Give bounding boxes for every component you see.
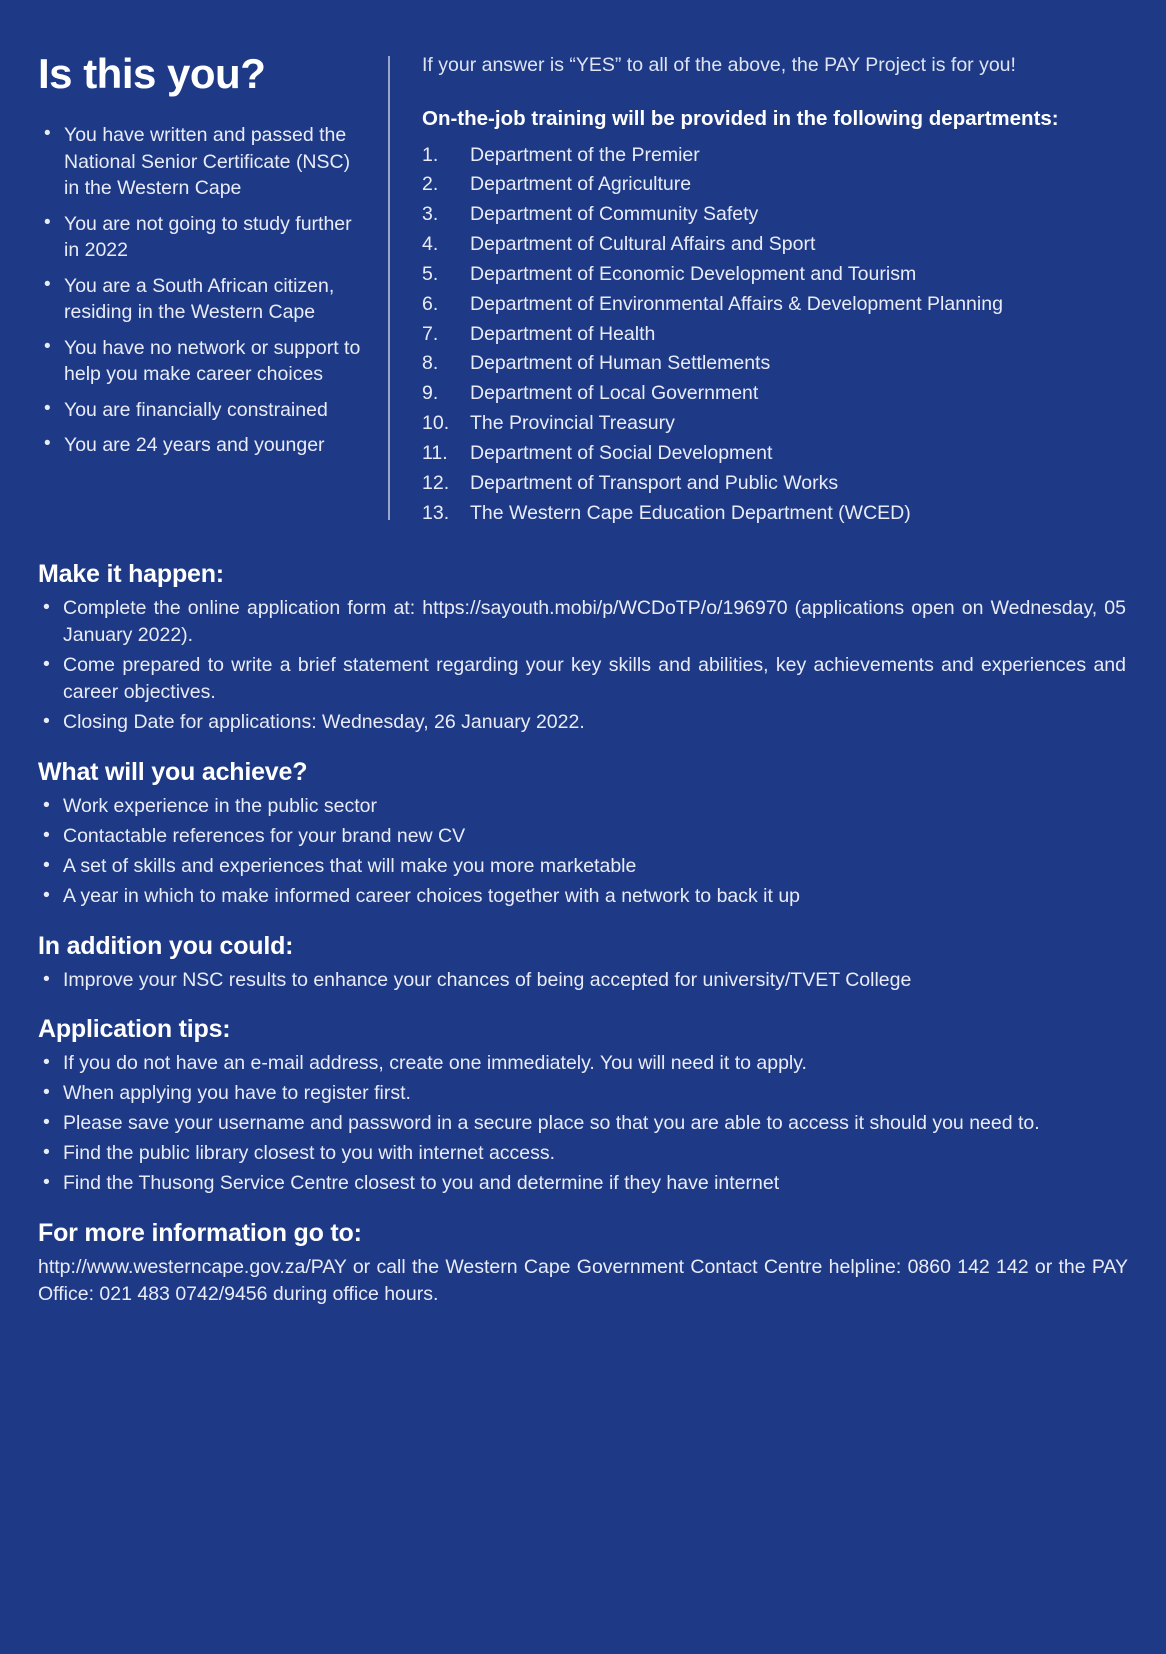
eligibility-column bbox=[38, 52, 388, 468]
list-item: • You are financially constrained bbox=[38, 397, 364, 424]
list-item: • Please save your username and password in a secure place so that you are able to access it should you need to. bbox=[38, 1110, 1128, 1137]
list-item: • Come prepared to write a brief statement regarding your key skills and abilities, key achievements and experiences and career objectives. bbox=[38, 652, 1128, 706]
section-application-tips bbox=[38, 1015, 1128, 1197]
list-item: • Closing Date for applications: Wednesday, 26 January 2022. bbox=[38, 709, 1128, 736]
list-item: Department of Health bbox=[470, 322, 656, 345]
list-item: • When applying you have to register first. bbox=[38, 1080, 1128, 1107]
list-item: • Contactable references for your brand new CV bbox=[38, 823, 1128, 850]
section-heading: In addition you could: bbox=[38, 931, 294, 960]
eligibility-list bbox=[38, 122, 364, 459]
top-section bbox=[38, 52, 1128, 528]
list-item: • You have no network or support to help you make career choices bbox=[38, 335, 364, 388]
list-item: • Work experience in the public sector bbox=[38, 793, 1128, 820]
list-item: Department of Social Development bbox=[470, 441, 773, 464]
list-item: • You are 24 years and younger bbox=[38, 432, 364, 459]
list-item: • A set of skills and experiences that will make you more marketable bbox=[38, 853, 1128, 880]
in-addition-list bbox=[38, 967, 1128, 994]
application-tips-list bbox=[38, 1050, 1128, 1197]
section-more-information bbox=[38, 1219, 1128, 1308]
list-item: Department of Local Government bbox=[470, 382, 759, 405]
list-item: Department of Human Settlements bbox=[470, 352, 771, 375]
section-heading: Make it happen: bbox=[38, 560, 224, 589]
make-it-happen-list bbox=[38, 595, 1128, 736]
section-heading: What will you achieve? bbox=[38, 757, 308, 786]
list-item: • You have written and passed the National Senior Certificate (NSC) in the Western Cape bbox=[38, 122, 364, 202]
section-what-will-you-achieve bbox=[38, 758, 1128, 910]
list-item: Department of Agriculture bbox=[470, 173, 692, 196]
list-item: • You are a South African citizen, residing in the Western Cape bbox=[38, 273, 364, 326]
list-item: • You are not going to study further in 2022 bbox=[38, 211, 364, 264]
section-heading: For more information go to: bbox=[38, 1218, 362, 1247]
list-item: • Find the Thusong Service Centre closest to you and determine if they have internet bbox=[38, 1170, 1128, 1197]
section-heading: Application tips: bbox=[38, 1015, 231, 1044]
page-title: Is this you? bbox=[38, 50, 266, 97]
list-item: The Western Cape Education Department (WCED) bbox=[470, 501, 911, 524]
list-item: • A year in which to make informed career choices together with a network to back it up bbox=[38, 883, 1128, 910]
list-item: Department of Environmental Affairs & Development Planning bbox=[470, 292, 1003, 315]
intro-text: If your answer is “YES” to all of the above, the PAY Project is for you! bbox=[422, 54, 1016, 76]
achieve-list bbox=[38, 793, 1128, 910]
list-item: The Provincial Treasury bbox=[470, 412, 675, 435]
list-item: Department of Community Safety bbox=[470, 203, 759, 226]
list-item: Department of Cultural Affairs and Sport bbox=[470, 233, 816, 256]
list-item: • If you do not have an e-mail address, create one immediately. You will need it to apply. bbox=[38, 1050, 1128, 1077]
list-item: • Find the public library closest to you with internet access. bbox=[38, 1140, 1128, 1167]
list-item: • Complete the online application form at: https://sayouth.mobi/p/WCDoTP/o/196970 (applications open on Wednesday, 05 January 2022). bbox=[38, 595, 1128, 649]
more-information-text: http://www.westerncape.gov.za/PAY or call the Western Cape Government Contact Centre helpline: 0860 142 142 or the PAY Office: 021 483 0742/9456 during office hours. bbox=[38, 1255, 1128, 1305]
list-item: Department of Transport and Public Works bbox=[470, 471, 839, 494]
training-heading: On-the-job training will be provided in the following departments: bbox=[422, 106, 1059, 130]
list-item: Department of Economic Development and Tourism bbox=[470, 262, 917, 285]
lower-sections bbox=[38, 560, 1128, 1307]
list-item: • Improve your NSC results to enhance your chances of being accepted for university/TVET College bbox=[38, 967, 1128, 994]
departments-column bbox=[390, 52, 1128, 528]
section-make-it-happen bbox=[38, 560, 1128, 736]
list-item: Department of the Premier bbox=[470, 143, 700, 166]
departments-list bbox=[422, 141, 1128, 529]
poster-content bbox=[38, 52, 1128, 1330]
section-in-addition bbox=[38, 932, 1128, 994]
